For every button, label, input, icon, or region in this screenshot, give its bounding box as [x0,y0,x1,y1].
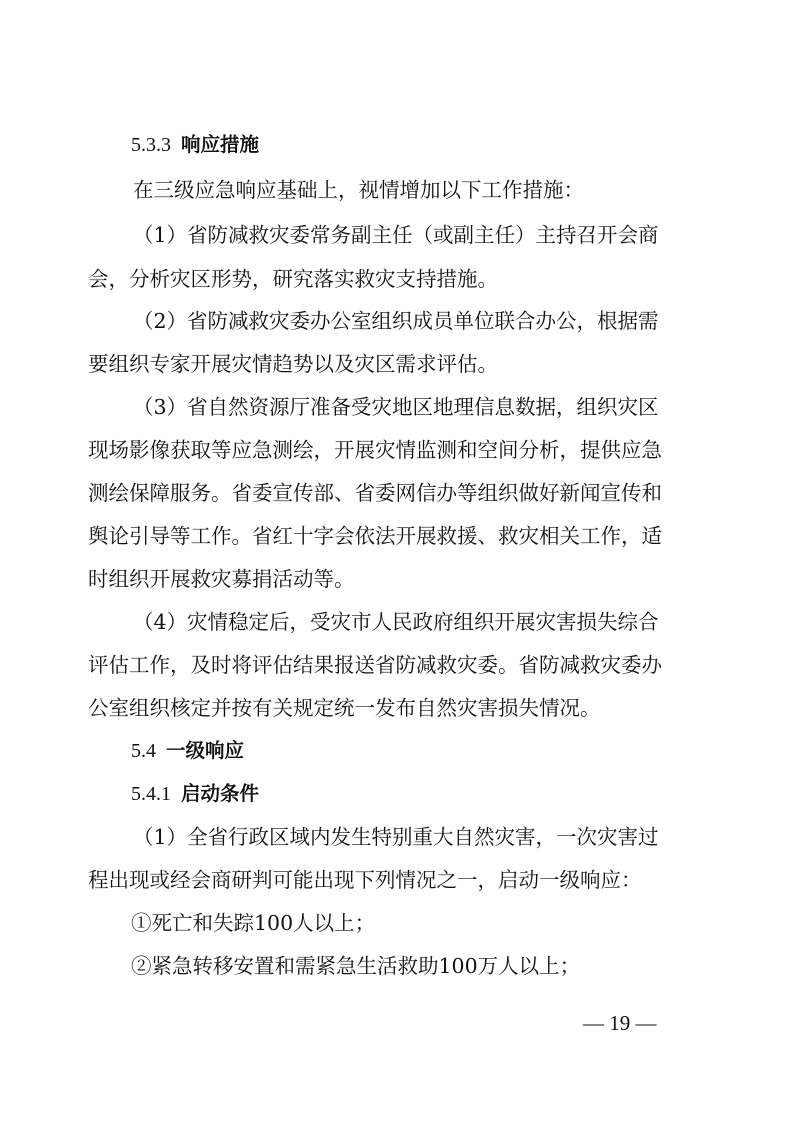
text-line: 公室组织核定并按有关规定统一发布自然灾害损失情况。 [88,696,601,720]
text-line: 会，分析灾区形势，研究落实救灾支持措施。 [88,267,498,291]
list-item: ①死亡和失踪100人以上； [131,911,376,935]
text-line: （2）省防减救灾委办公室组织成员单位联合办公，根据需 [133,309,659,333]
text-line: 测绘保障服务。省委宣传部、省委网信办等组织做好新闻宣传和 [88,481,662,505]
text-line: 程出现或经会商研判可能出现下列情况之一，启动一级响应： [88,868,642,892]
section-number: 5.4 [131,740,156,762]
section-heading-5-4-1 [131,780,259,808]
text-line: 评估工作，及时将评估结果报送省防减救灾委。省防减救灾委办 [88,653,662,677]
section-title: 一级响应 [166,739,245,762]
section-number: 5.3.3 [131,134,171,156]
text-line: （3）省自然资源厅准备受灾地区地理信息数据，组织灾区 [133,395,659,419]
section-heading-5-3-3 [131,131,259,159]
text-line: （1）全省行政区域内发生特别重大自然灾害，一次灾害过 [133,825,659,849]
text-line: 时组织开展救灾募捐活动等。 [88,567,355,591]
section-title: 响应措施 [181,133,260,156]
text-line: 要组织专家开展灾情趋势以及灾区需求评估。 [88,352,498,376]
text-line: 舆论引导等工作。省红十字会依法开展救援、救灾相关工作，适 [88,524,662,548]
list-item: ②紧急转移安置和需紧急生活救助100万人以上； [131,954,581,978]
section-title: 启动条件 [181,782,260,805]
text-line: 在三级应急响应基础上，视情增加以下工作措施： [133,178,584,202]
section-heading-5-4 [131,737,244,765]
section-number: 5.4.1 [131,783,171,805]
text-line: 现场影像获取等应急测绘，开展灾情监测和空间分析，提供应急 [88,438,662,462]
page-number: — 19 — [583,1011,657,1035]
text-line: （4）灾情稳定后，受灾市人民政府组织开展灾害损失综合 [133,610,659,634]
text-line: （1）省防减救灾委常务副主任（或副主任）主持召开会商 [133,223,659,247]
